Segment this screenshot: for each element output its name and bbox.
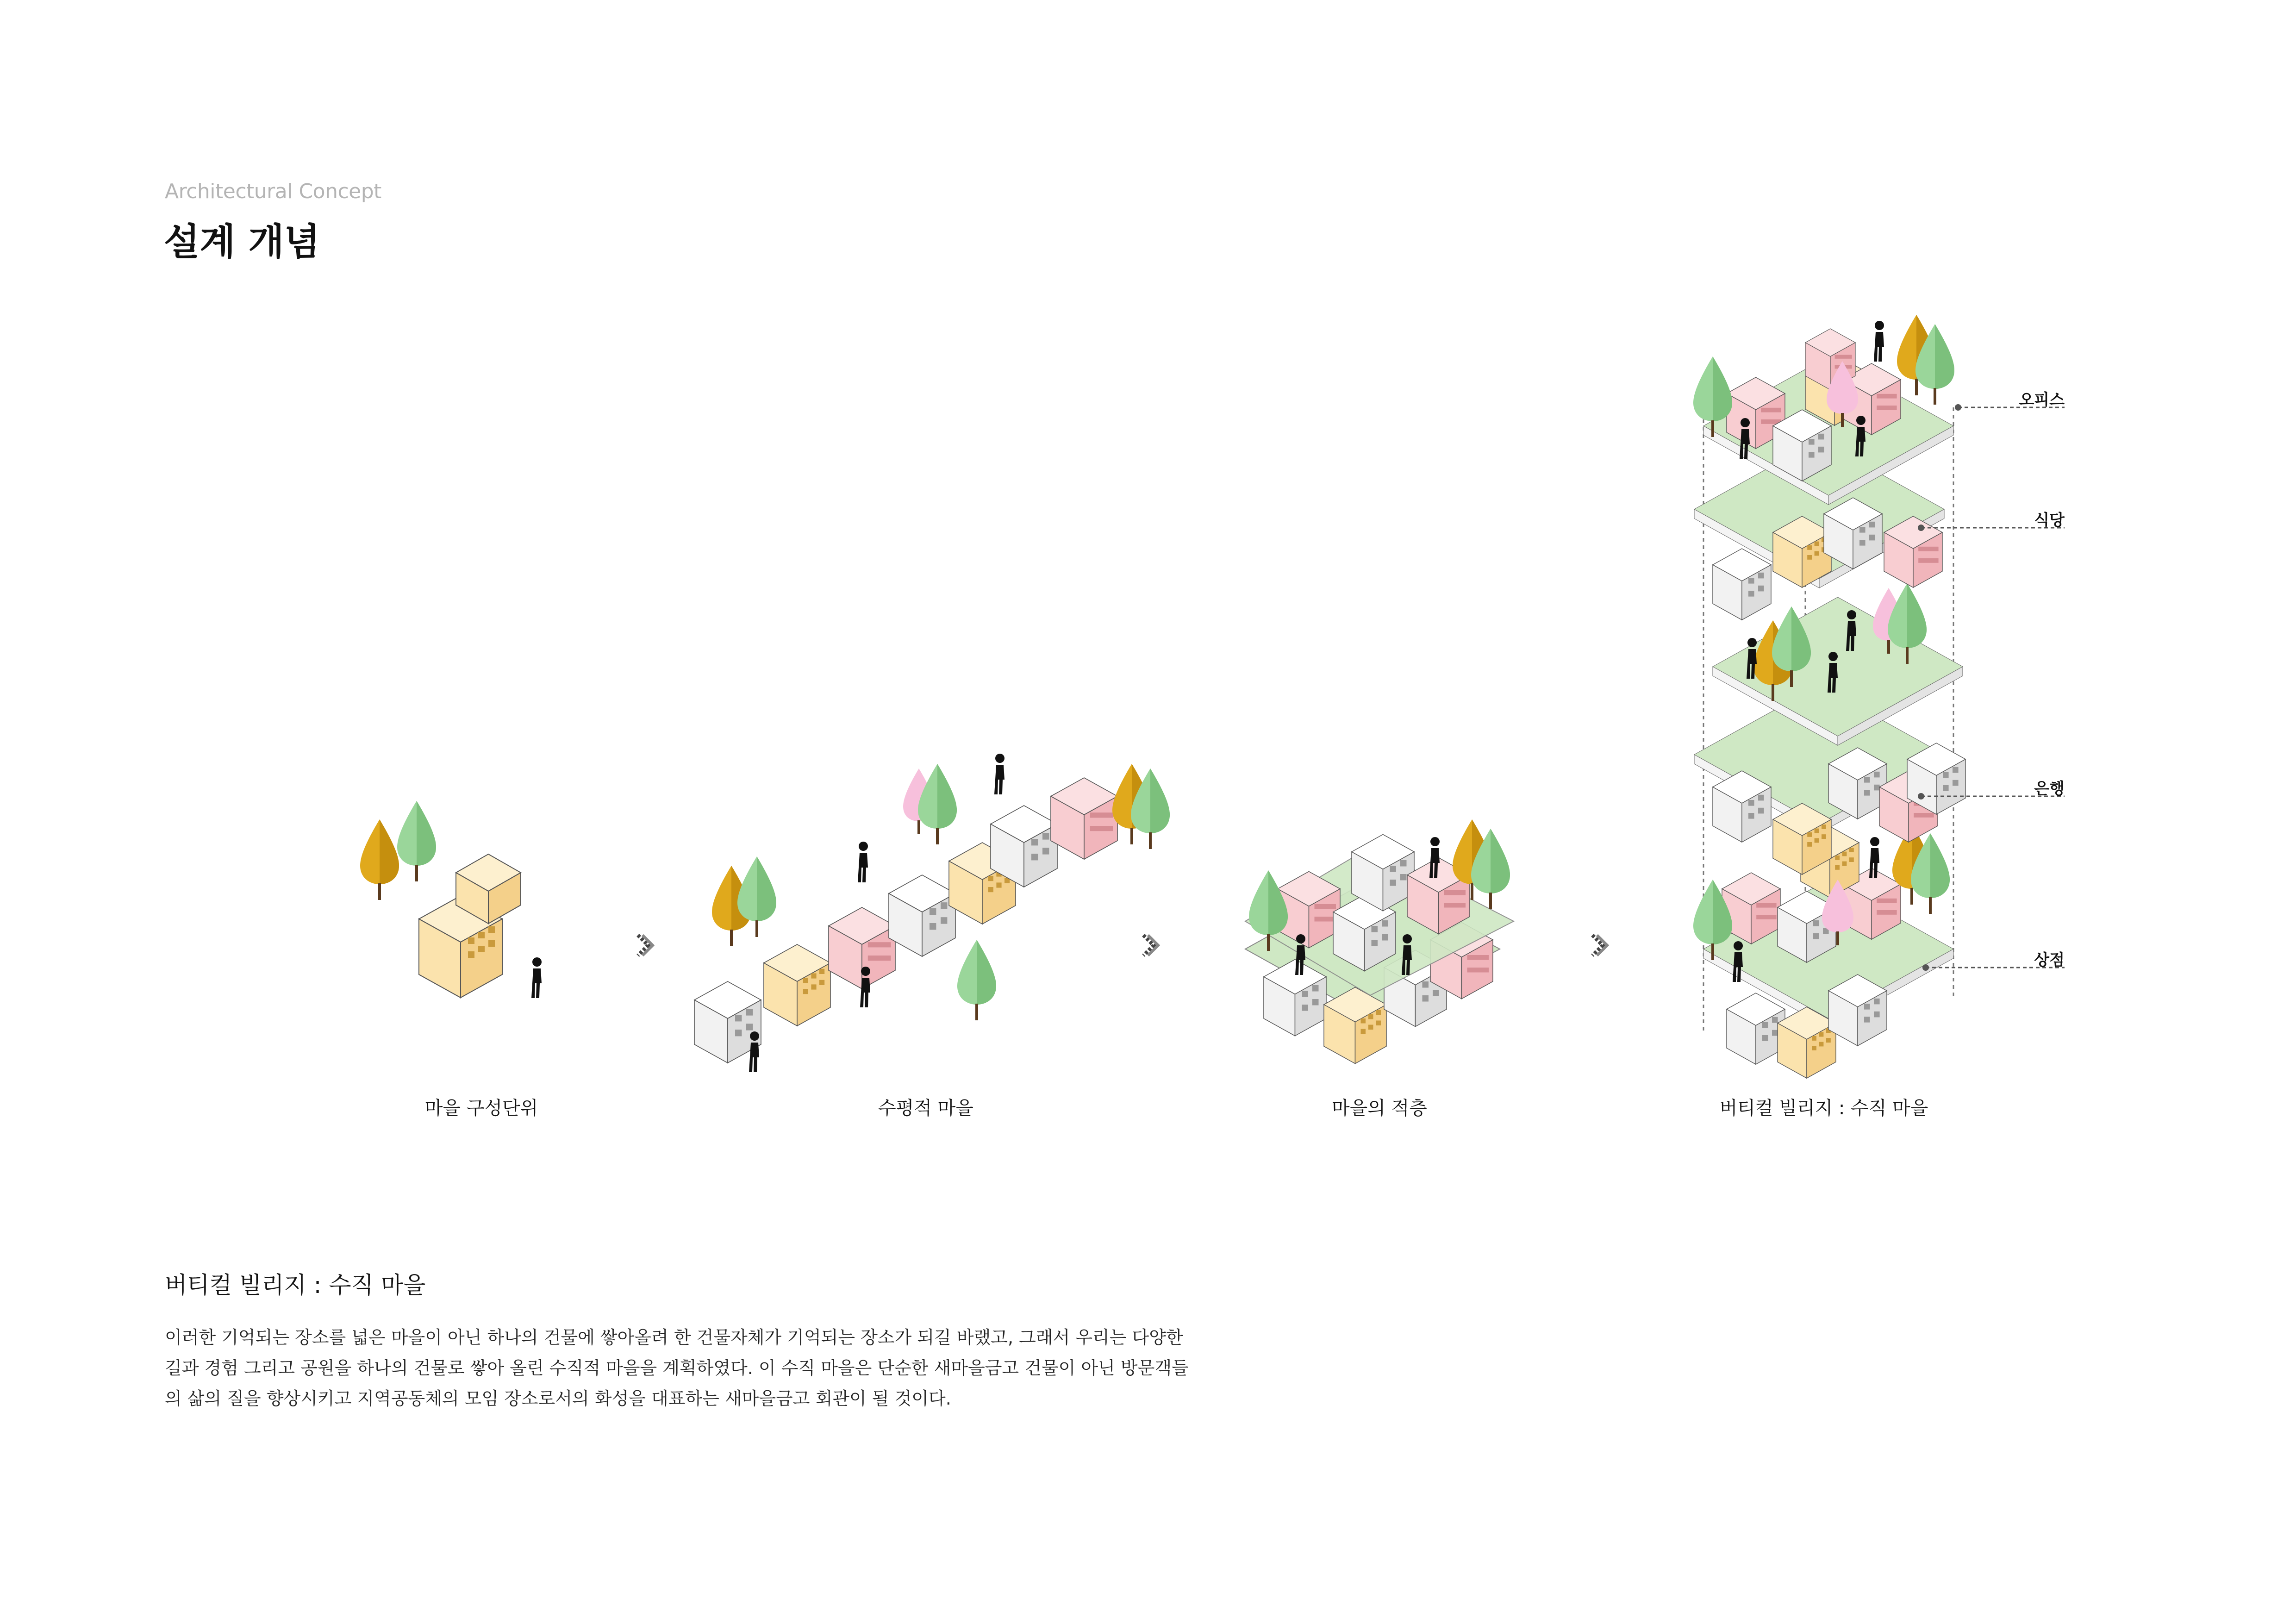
step-caption-3: 마을의 적층 [1332, 1098, 1427, 1119]
floor-label-restaurant: 식당 [2034, 511, 2065, 530]
floor-label-shop: 상점 [2034, 951, 2065, 969]
subtitle-en: Architectural Concept [165, 180, 381, 203]
description-heading: 버티컬 빌리지 : 수직 마을 [165, 1272, 426, 1299]
step-caption-4: 버티컬 빌리지 : 수직 마을 [1719, 1098, 1928, 1119]
arrow-3 [1592, 935, 1607, 956]
arrow-1 [638, 935, 653, 956]
step-caption-2: 수평적 마을 [878, 1098, 973, 1119]
arrow-2 [1143, 935, 1158, 956]
step-3-stacked-village [1245, 819, 1514, 1064]
page-title: 설계 개념 [164, 220, 320, 263]
step-caption-1: 마을 구성단위 [424, 1098, 538, 1119]
step-2-horizontal-village [694, 754, 1170, 1072]
description-body: 이러한 기억되는 장소를 넓은 마을이 아닌 하나의 건물에 쌓아올려 한 건물자체가 기억되는 장소가 되길 바랬고, 그래서 우리는 다양한 길과 경험 그리고 공원을 하나의 건물로 쌓아 올린 수직적 마을을 계획하였다. 이 수직 마을은 단순한 새마을금고 건물이 아닌 방문객들의 삶의 질을 향상시키고 지역공동체의 모임 장소로서의 화성을 대표하는 새마을금고 회관이 될 것이다. [165, 1327, 1189, 1409]
floor-label-bank: 은행 [2034, 780, 2065, 798]
step-1-village-unit [360, 801, 542, 998]
floor-label-office: 오피스 [2019, 391, 2065, 409]
